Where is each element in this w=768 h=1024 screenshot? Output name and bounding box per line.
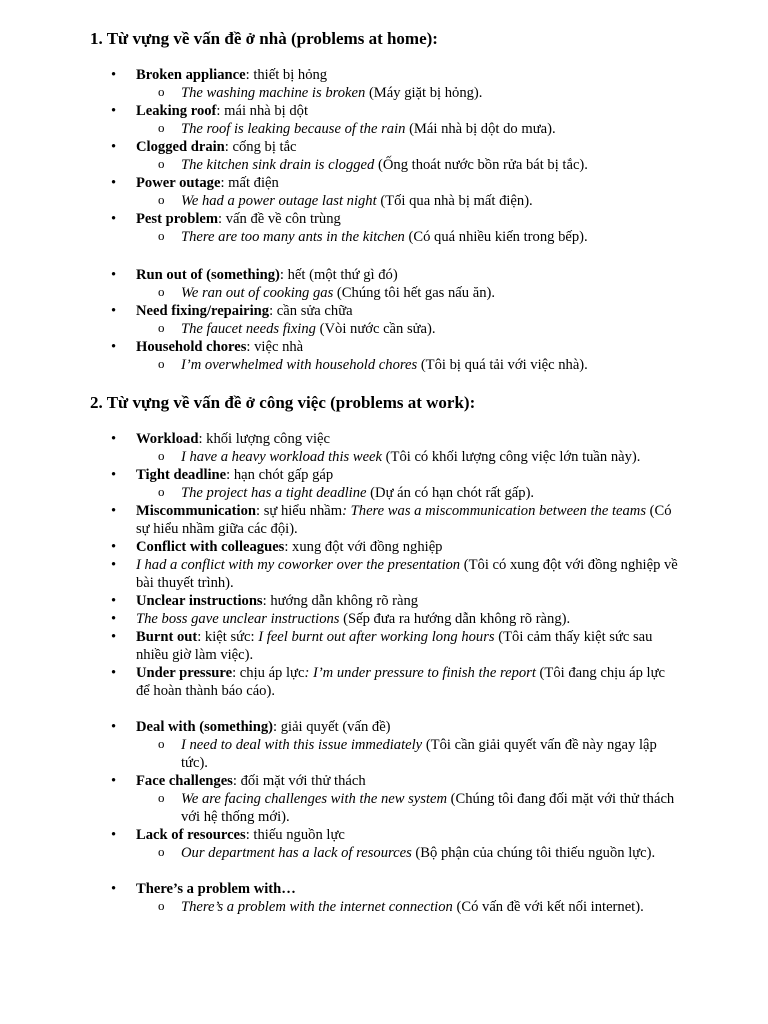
translation: (Có vấn đề với kết nối internet).: [452, 899, 644, 915]
section-1-list-2: [0, 266, 768, 374]
term: Face challenges: [136, 773, 233, 789]
bullet: •: [111, 503, 117, 519]
translation: (Tôi có khối lượng công việc lớn tuần này).: [382, 449, 641, 465]
sub-bullet: o: [158, 156, 165, 171]
bullet: •: [111, 557, 117, 573]
term: Power outage: [136, 175, 221, 191]
term: Under pressure: [136, 665, 233, 681]
list-item-clogged-drain: [0, 138, 680, 174]
bullet: •: [111, 881, 117, 897]
meaning: : cống bị tắc: [224, 139, 297, 155]
example-sentence: There was a miscommunication between the teams: [350, 503, 647, 519]
example-item: [136, 84, 680, 102]
list-item-run-out-of: [0, 266, 680, 302]
bullet: •: [111, 539, 117, 555]
bullet: •: [111, 267, 117, 283]
list-item-lack-of-resources: [0, 826, 680, 862]
bullet: •: [111, 827, 117, 843]
example-sentence: We are facing challenges with the new system: [181, 791, 448, 807]
list-item-under-pressure: [0, 664, 680, 700]
meaning: : thiết bị hỏng: [245, 67, 328, 83]
translation: (Chúng tôi hết gas nấu ăn).: [333, 285, 495, 301]
list-item-power-outage: [0, 174, 680, 210]
translation: (Chúng tôi đang đối mặt với thử thách với hệ thống mới).: [181, 791, 675, 825]
bullet: •: [111, 103, 117, 119]
term: Leaking roof: [136, 103, 217, 119]
section-2-list: [0, 430, 768, 700]
sub-bullet: o: [158, 898, 165, 913]
sub-bullet: o: [158, 284, 165, 299]
example-item: [136, 356, 680, 374]
term: Need fixing/repairing: [136, 303, 270, 319]
term: Tight deadline: [136, 467, 227, 483]
example-item: [136, 156, 680, 174]
list-item-deal-with: [0, 718, 680, 772]
translation: (Tôi có xung đột với đồng nghiệp về bài thuyết trình).: [136, 557, 678, 591]
separator: :: [342, 503, 351, 519]
term: Run out of (something): [136, 267, 280, 283]
term: Clogged drain: [136, 139, 225, 155]
section-2-title: 2. Từ vựng về vấn đề ở công việc (problems at work):: [90, 393, 476, 412]
example-item: [136, 192, 680, 210]
example-sentence: There are too many ants in the kitchen: [181, 229, 405, 245]
sub-bullet: o: [158, 192, 165, 207]
separator: :: [304, 665, 313, 681]
list-item-workload: [0, 430, 680, 466]
example-sentence: I had a conflict with my coworker over the presentation: [136, 557, 461, 573]
example-item: [136, 228, 680, 246]
example-item: [136, 790, 680, 826]
example-sentence: Our department has a lack of resources: [181, 845, 412, 861]
example-item: [136, 320, 680, 338]
term: There’s a problem with…: [136, 881, 296, 897]
list-item-face-challenges: [0, 772, 680, 826]
bullet: •: [111, 665, 117, 681]
meaning: : mất điện: [220, 175, 279, 191]
example-sentence: The boss gave unclear instructions: [136, 611, 340, 627]
term: Pest problem: [136, 211, 219, 227]
term: Conflict with colleagues: [136, 539, 285, 555]
example-item: [136, 736, 680, 772]
meaning: : khối lượng công việc: [198, 431, 330, 447]
meaning: : sự hiểu nhầm: [256, 503, 343, 519]
term: Lack of resources: [136, 827, 246, 843]
bullet: •: [111, 467, 117, 483]
list-item-unclear-example: [0, 610, 680, 628]
example-sentence: The roof is leaking because of the rain: [181, 121, 406, 137]
term: Burnt out: [136, 629, 198, 645]
meaning: : hạn chót gấp gáp: [226, 467, 334, 483]
example-item: [136, 484, 680, 502]
list-item-conflict-example: [0, 556, 680, 592]
example-item: [136, 284, 680, 302]
term: Household chores: [136, 339, 247, 355]
list-item-miscommunication: [0, 502, 680, 538]
translation: (Có sự hiểu nhầm giữa các đội).: [136, 503, 672, 537]
meaning: : kiệt sức:: [197, 629, 259, 645]
term: Miscommunication: [136, 503, 256, 519]
meaning: : đối mặt với thử thách: [232, 773, 366, 789]
translation: (Tôi cần giải quyết vấn đề này ngay lập tức).: [181, 737, 657, 771]
translation: (Sếp đưa ra hướng dẫn không rõ ràng).: [339, 611, 571, 627]
meaning: : cần sửa chữa: [269, 303, 353, 319]
term: Workload: [136, 431, 199, 447]
section-1-list: [0, 66, 768, 246]
example-sentence: I’m under pressure to finish the report: [312, 665, 536, 681]
bullet: •: [111, 175, 117, 191]
translation: (Máy giặt bị hỏng).: [365, 85, 483, 101]
translation: (Bộ phận của chúng tôi thiếu nguồn lực).: [411, 845, 656, 861]
meaning: : giải quyết (vấn đề): [273, 719, 391, 735]
section-2-list-3: [0, 880, 768, 916]
sub-bullet: o: [158, 790, 165, 805]
example-sentence: The project has a tight deadline: [181, 485, 367, 501]
meaning: : việc nhà: [246, 339, 304, 355]
bullet: •: [111, 431, 117, 447]
list-item-pest-problem: [0, 210, 680, 246]
translation: (Tôi bị quá tải với việc nhà).: [417, 357, 588, 373]
sub-bullet: o: [158, 84, 165, 99]
example-sentence: I have a heavy workload this week: [181, 449, 383, 465]
meaning: : hướng dẫn không rõ ràng: [262, 593, 419, 609]
sub-bullet: o: [158, 228, 165, 243]
bullet: •: [111, 719, 117, 735]
bullet: •: [111, 611, 117, 627]
sub-bullet: o: [158, 356, 165, 371]
sub-bullet: o: [158, 120, 165, 135]
example-sentence: I need to deal with this issue immediately: [181, 737, 423, 753]
meaning: : hết (một thứ gì đó): [279, 267, 398, 283]
list-item-unclear-instructions: [0, 592, 680, 610]
translation: (Dự án có hạn chót rất gấp).: [366, 485, 535, 501]
bullet: •: [111, 211, 117, 227]
bullet: •: [111, 773, 117, 789]
translation: (Ống thoát nước bồn rửa bát bị tắc).: [374, 157, 588, 173]
example-sentence: There’s a problem with the internet connection: [181, 899, 453, 915]
sub-bullet: o: [158, 736, 165, 751]
translation: (Mái nhà bị dột do mưa).: [405, 121, 556, 137]
example-item: [136, 120, 680, 138]
sub-bullet: o: [158, 448, 165, 463]
list-item-broken-appliance: [0, 66, 680, 102]
bullet: •: [111, 139, 117, 155]
list-item-need-fixing: [0, 302, 680, 338]
translation: (Có quá nhiều kiến trong bếp).: [404, 229, 588, 245]
example-sentence: The washing machine is broken: [181, 85, 366, 101]
example-sentence: We had a power outage last night: [181, 193, 377, 209]
list-item-tight-deadline: [0, 466, 680, 502]
bullet: •: [111, 303, 117, 319]
translation: (Tối qua nhà bị mất điện).: [376, 193, 533, 209]
meaning: : chịu áp lực: [232, 665, 305, 681]
list-item-burnt-out: [0, 628, 680, 664]
example-sentence: The faucet needs fixing: [181, 321, 316, 337]
bullet: •: [111, 593, 117, 609]
example-sentence: The kitchen sink drain is clogged: [181, 157, 375, 173]
bullet: •: [111, 629, 117, 645]
translation: (Tôi cảm thấy kiệt sức sau nhiều giờ làm việc).: [136, 629, 653, 663]
sub-bullet: o: [158, 844, 165, 859]
example-sentence: I feel burnt out after working long hours: [258, 629, 495, 645]
term: Deal with (something): [136, 719, 274, 735]
list-item-theres-a-problem: [0, 880, 680, 916]
example-item: [136, 898, 680, 916]
section-2-list-2: [0, 718, 768, 862]
sub-bullet: o: [158, 320, 165, 335]
example-sentence: We ran out of cooking gas: [181, 285, 334, 301]
example-item: [136, 844, 680, 862]
bullet: •: [111, 339, 117, 355]
example-item: [136, 448, 680, 466]
translation: (Vòi nước cần sửa).: [315, 321, 436, 337]
translation: (Tôi đang chịu áp lực để hoàn thành báo cáo).: [136, 665, 665, 699]
meaning: : thiếu nguồn lực: [245, 827, 345, 843]
meaning: : vấn đề về côn trùng: [218, 211, 341, 227]
meaning: : mái nhà bị dột: [216, 103, 309, 119]
example-sentence: I’m overwhelmed with household chores: [181, 357, 418, 373]
section-1-title: 1. Từ vựng về vấn đề ở nhà (problems at home):: [90, 29, 438, 48]
bullet: •: [111, 67, 117, 83]
term: Broken appliance: [136, 67, 246, 83]
list-item-leaking-roof: [0, 102, 680, 138]
term: Unclear instructions: [136, 593, 263, 609]
sub-bullet: o: [158, 484, 165, 499]
list-item-household-chores: [0, 338, 680, 374]
meaning: : xung đột với đồng nghiệp: [284, 539, 443, 555]
list-item-conflict: [0, 538, 680, 556]
